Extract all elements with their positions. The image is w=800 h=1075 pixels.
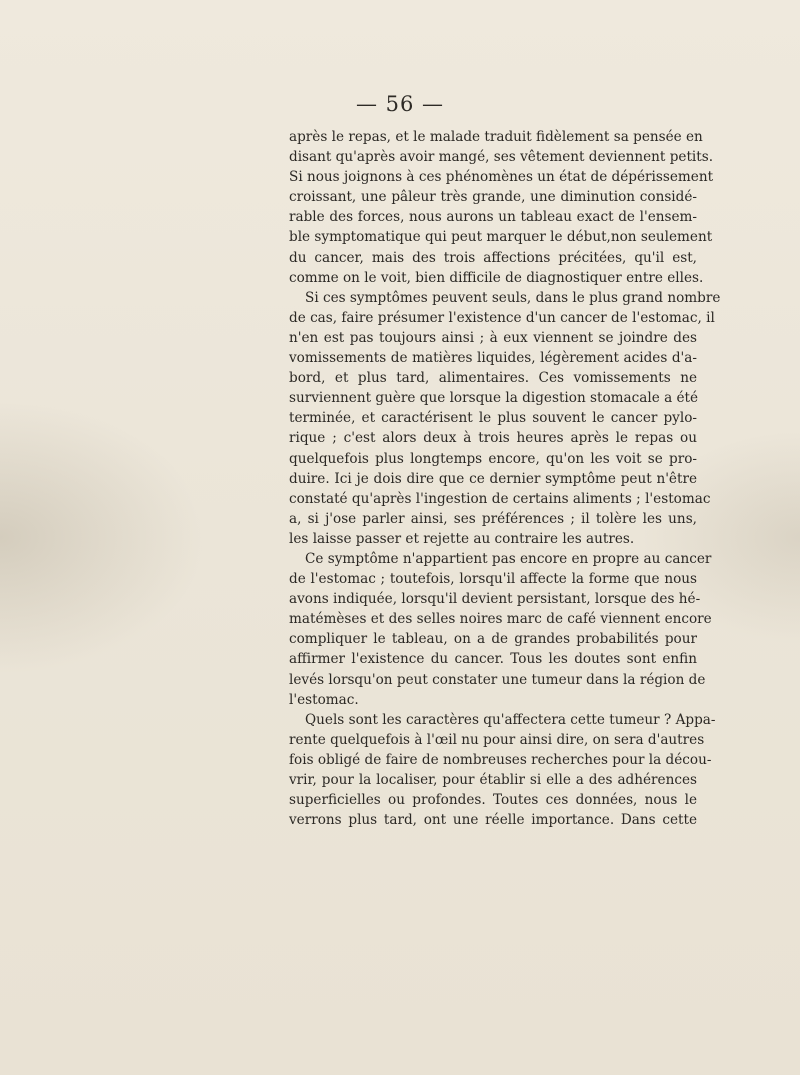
text-line: après le repas, et le malade traduit fidèlement sa pensée en: [289, 129, 703, 145]
text-line: affirmer l'existence du cancer. Tous les doutes sont enfin: [289, 651, 697, 668]
text-line: duire. Ici je dois dire que ce dernier symptôme peut n'être: [289, 470, 697, 487]
text-line: ble symptomatique qui peut marquer le début,non seulement: [289, 229, 713, 246]
text-line: fois obligé de faire de nombreuses recherches pour la décou-: [289, 751, 712, 768]
text-line: rable des forces, nous aurons un tableau exact de l'ensem-: [289, 209, 697, 226]
text-line: vrir, pour la localiser, pour établir si elle a des adhérences: [289, 772, 697, 788]
text-line: comme on le voit, bien difficile de diagnostiquer entre elles.: [289, 269, 704, 286]
text-line: l'estomac.: [289, 691, 359, 708]
body-text: [289, 127, 721, 830]
paragraph-start-line: Quels sont les caractères qu'affectera cette tumeur ? Appa-: [305, 711, 716, 728]
text-line: levés lorsqu'on peut constater une tumeur dans la région de: [289, 671, 706, 688]
text-line: compliquer le tableau, on a de grandes probabilités pour: [289, 631, 697, 648]
text-line: rente quelquefois à l'œil nu pour ainsi dire, on sera d'autres: [289, 731, 705, 748]
page-number: — 56 —: [355, 92, 445, 116]
paragraph-start-line: Ce symptôme n'appartient pas encore en propre au cancer: [305, 550, 712, 567]
text-line: avons indiquée, lorsqu'il devient persistant, lorsque des hé-: [289, 591, 701, 608]
text-line: vomissements de matières liquides, légèrement acides d'a-: [289, 350, 697, 367]
text-line: rique ; c'est alors deux à trois heures après le repas ou: [289, 430, 697, 447]
text-line: a, si j'ose parler ainsi, ses préférences ; il tolère les uns,: [289, 510, 697, 527]
text-line: disant qu'après avoir mangé, ses vêtement deviennent petits.: [289, 149, 714, 166]
text-line: les laisse passer et rejette au contraire les autres.: [289, 530, 635, 547]
text-line: croissant, une pâleur très grande, une diminution considé-: [289, 189, 697, 206]
text-line: terminée, et caractérisent le plus souvent le cancer pylo-: [289, 410, 697, 427]
text-line: bord, et plus tard, alimentaires. Ces vomissements ne: [289, 370, 697, 387]
paragraph-start-line: Si ces symptômes peuvent seuls, dans le plus grand nombre: [305, 289, 721, 306]
text-line: de l'estomac ; toutefois, lorsqu'il affecte la forme que nous: [289, 571, 697, 588]
text-line: Si nous joignons à ces phénomènes un état de dépérissement: [289, 169, 714, 186]
text-line: n'en est pas toujours ainsi ; à eux viennent se joindre des: [289, 329, 697, 346]
text-line: de cas, faire présumer l'existence d'un cancer de l'estomac, il: [289, 309, 715, 326]
text-line: quelquefois plus longtemps encore, qu'on les voit se pro-: [289, 450, 697, 467]
text-line: constaté qu'après l'ingestion de certains aliments ; l'estomac: [289, 490, 711, 507]
text-line: surviennent guère que lorsque la digestion stomacale a été: [289, 390, 699, 407]
text-line: matémèses et des selles noires marc de café viennent encore: [289, 611, 712, 628]
text-line: superficielles ou profondes. Toutes ces données, nous le: [289, 792, 697, 809]
text-line: du cancer, mais des trois affections précitées, qu'il est,: [289, 249, 697, 266]
text-line: verrons plus tard, ont une réelle importance. Dans cette: [289, 812, 697, 829]
